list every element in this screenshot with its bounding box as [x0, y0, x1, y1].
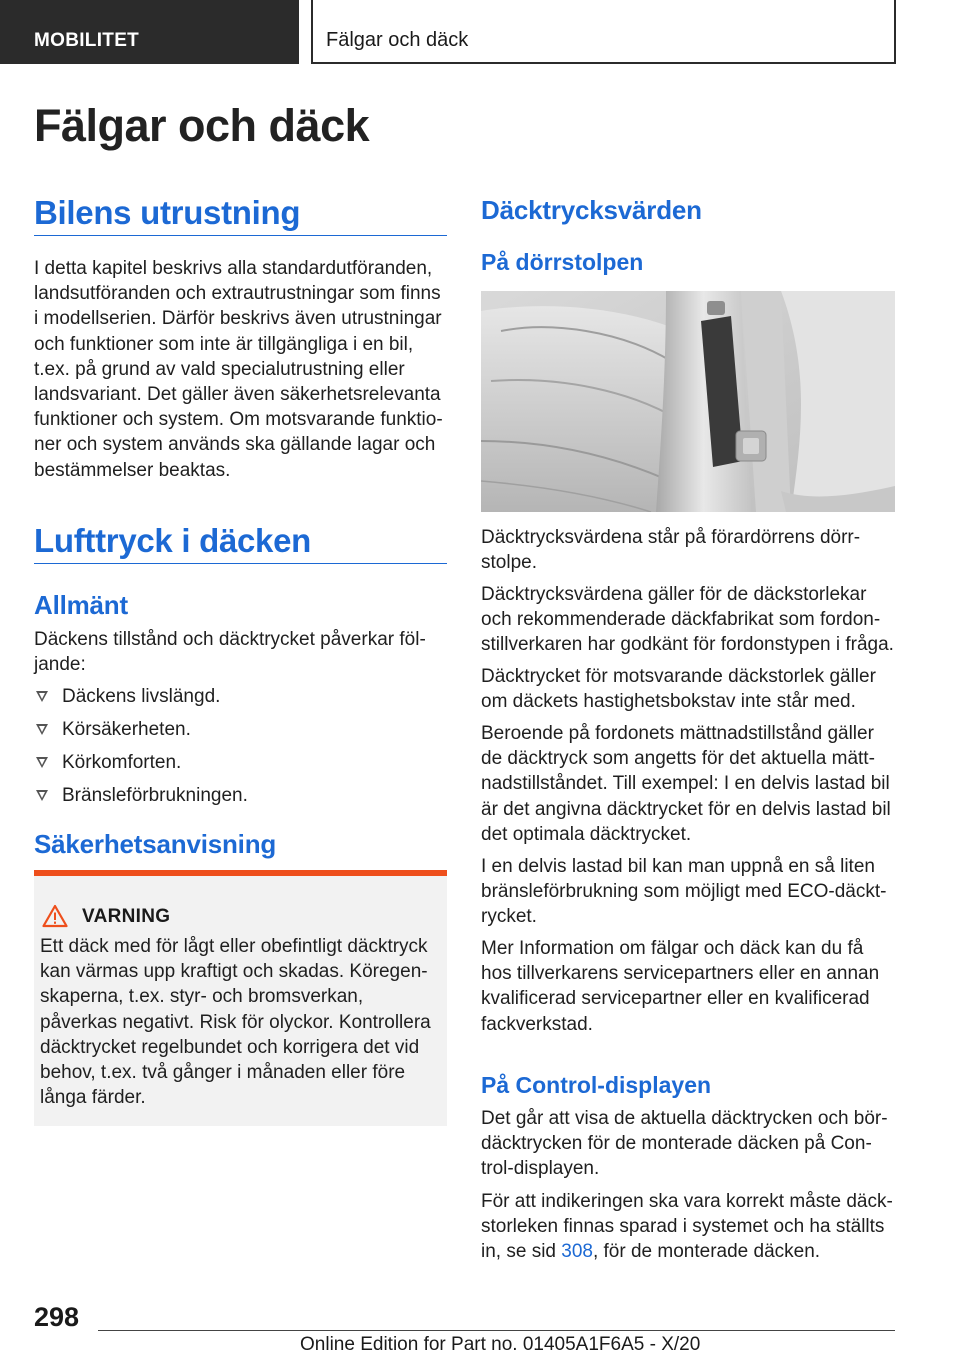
warning-triangle-icon	[42, 904, 68, 928]
door-paragraph-1: Däcktrycksvärdena står på förardörrens dörrstolpe.	[481, 527, 861, 574]
page-reference-link[interactable]: 308	[561, 1241, 593, 1263]
list-item: Körkomforten.	[34, 750, 248, 783]
door-paragraph-2: Däcktrycksvärdena gäller för de däckstorlekar och rekommenderade däckfabrikat som fordonstillverkaren har godkänt för fordonstypen i fråga.	[481, 584, 894, 656]
warning-box	[34, 870, 447, 1126]
equipment-heading-rule	[34, 235, 447, 236]
door-paragraph-6: Mer Information om fälgar och däck kan du få hos tillverkarens servicepartners eller en annan kvalificerad servicepartner eller en kvalificerad fackverkstad.	[481, 938, 880, 1035]
page-number: 298	[34, 1302, 80, 1332]
pressure-heading: Lufttryck i däcken	[34, 522, 312, 559]
door-pillar-photo	[481, 291, 895, 512]
display-heading: På Control-displayen	[481, 1072, 712, 1098]
door-heading: På dörrstolpen	[481, 249, 644, 275]
general-intro: Däckens tillstånd och däcktrycket påverkar följande:	[34, 629, 426, 676]
triangle-bullet-icon	[36, 691, 48, 702]
door-paragraph-5: I en delvis lastad bil kan man uppnå en så liten bränsleförbrukning som möjligt med ECO-däcktrycket.	[481, 856, 887, 928]
list-item: Däckens livslängd.	[34, 684, 248, 717]
display-paragraph-2: För att indikeringen ska vara korrekt måste däckstorleken finnas sparad i systemet och ha ställts in, se sid 308, för de monterade däcken.	[481, 1191, 893, 1263]
edition-footer: Online Edition for Part no. 01405A1F6A5 - X/20	[300, 1334, 701, 1355]
values-heading: Däcktrycksvärden	[481, 195, 702, 225]
general-heading: Allmänt	[34, 590, 128, 620]
door-pillar-image	[481, 291, 895, 512]
list-item: Bränsleförbrukningen.	[34, 783, 248, 816]
warning-title: VARNING	[82, 906, 171, 927]
equipment-text: I detta kapitel beskrivs alla standardutföranden, landsutföranden och extrautrustningar som finns i modellserien. Därför beskrivs även utrustningar och funktioner som inte är tillgängliga i en bil, t.ex. på grund av vald specialutrustning eller landsvariant. Det gäller även säkerhetsrelevanta funktioner och system. Om motsvarande funktioner och system används ska gällande lagar och bestämmelser beaktas.	[34, 258, 443, 481]
safety-heading: Säkerhetsanvisning	[34, 829, 277, 859]
page-title: Fälgar och däck	[34, 100, 370, 151]
triangle-bullet-icon	[36, 724, 48, 735]
warning-text: Ett däck med för lågt eller obefintligt däcktryck kan värmas upp kraftigt och skadas. Köregenskaperna, t.ex. styr- och bromsverkan, påverkas negativt. Risk för olyckor. Kontrollera däcktrycket regelbundet och korrigera det vid behov, t.ex. två gånger i månaden eller före långa färder.	[40, 936, 431, 1109]
list-item: Körsäkerheten.	[34, 717, 248, 750]
chapter-label: Fälgar och däck	[326, 29, 469, 51]
section-tab	[0, 0, 299, 64]
section-label: MOBILITET	[34, 30, 140, 51]
equipment-heading: Bilens utrustning	[34, 194, 301, 231]
door-paragraph-4: Beroende på fordonets mättnadstillstånd gäller de däcktryck som angetts för det aktuella mättnadstillståndet. Till exempel: I en delvis lastad bil är det angivna däcktrycket för en delvis lastad bil det optimala däcktrycket.	[481, 723, 891, 845]
triangle-bullet-icon	[36, 790, 48, 801]
impact-list	[34, 684, 248, 816]
door-paragraph-3: Däcktrycket för motsvarande däckstorlek gäller om däckets hastighetsbokstav inte står med.	[481, 666, 876, 713]
footer-rule	[98, 1330, 895, 1331]
pressure-heading-rule	[34, 563, 447, 564]
display-paragraph-1: Det går att visa de aktuella däcktrycken och bördäcktrycken för de monterade däcken på Control-displayen.	[481, 1108, 888, 1180]
triangle-bullet-icon	[36, 757, 48, 768]
chapter-header	[311, 0, 896, 64]
